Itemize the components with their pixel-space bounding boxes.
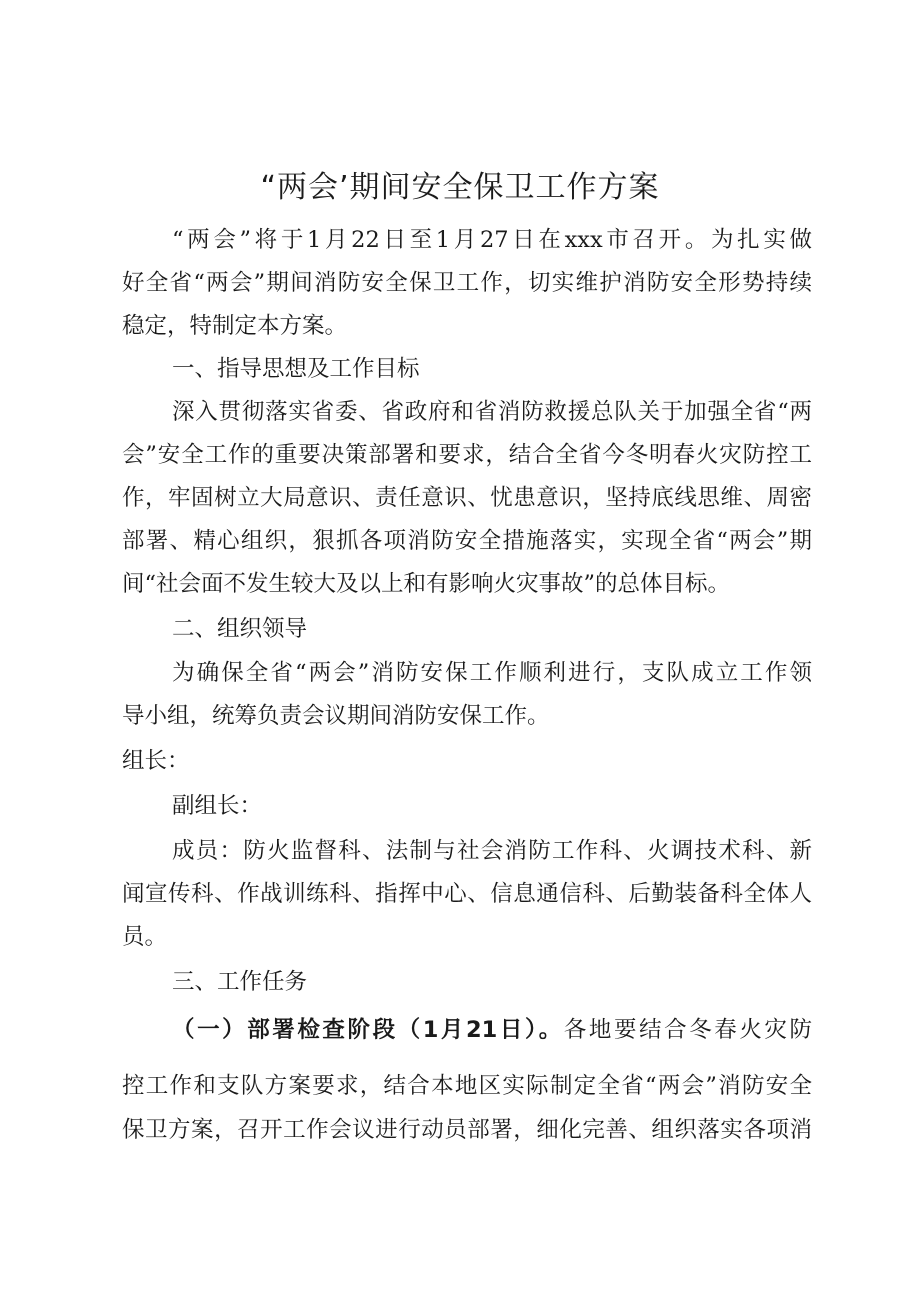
deputy-leader-label: 副组长： <box>172 793 263 819</box>
group-leader-label: 组长： <box>122 748 190 774</box>
intro-line: 稳定，特制定本方案。 <box>122 313 348 339</box>
members-line: 员。 <box>122 924 168 950</box>
section3-line: 控工作和支队方案要求，结合本地区实际制定全省“两会”消防安全 <box>122 1073 812 1099</box>
section2-heading: 二、组织领导 <box>172 616 308 642</box>
members-line: 闻宣传科、作战训练科、指挥中心、信息通信科、后勤装备科全体人 <box>122 881 812 907</box>
members-line: 成员：防火监督科、法制与社会消防工作科、火调技术科、新 <box>172 838 812 864</box>
section2-line: 为确保全省“两会”消防安保工作顺利进行，支队成立工作领 <box>172 660 812 686</box>
intro-line: “两会”将于1月22日至1月27日在xxx市召开。为扎实做 <box>172 227 812 253</box>
section1-heading: 一、指导思想及工作目标 <box>172 356 420 382</box>
section3-sub1-first-line <box>172 1015 812 1045</box>
section1-line: 部署、精心组织，狠抓各项消防安全措施落实，实现全省“两会”期 <box>122 528 812 554</box>
sub1-lead: （一）部署检查阶段（1月21日）。 <box>172 1017 564 1043</box>
section1-line: 间“社会面不发生较大及以上和有影响火灾事故”的总体目标。 <box>122 571 731 597</box>
intro-line: 好全省“两会”期间消防安全保卫工作，切实维护消防安全形势持续 <box>122 270 812 296</box>
section3-heading: 三、工作任务 <box>172 969 308 995</box>
section2-line: 导小组，统筹负责会议期间消防安保工作。 <box>122 703 550 729</box>
document-title: “两会’期间安全保卫工作方案 <box>260 170 660 205</box>
section3-line: 保卫方案，召开工作会议进行动员部署，细化完善、组织落实各项消 <box>122 1117 812 1143</box>
section1-line: 作，牢固树立大局意识、责任意识、忧患意识，坚持底线思维、周密 <box>122 485 812 511</box>
section1-line: 会”安全工作的重要决策部署和要求，结合全省今冬明春火灾防控工 <box>122 442 812 468</box>
sub1-rest: 各地要结合冬春火灾防 <box>563 1017 812 1043</box>
section1-line: 深入贯彻落实省委、省政府和省消防救援总队关于加强全省“两 <box>172 399 812 425</box>
